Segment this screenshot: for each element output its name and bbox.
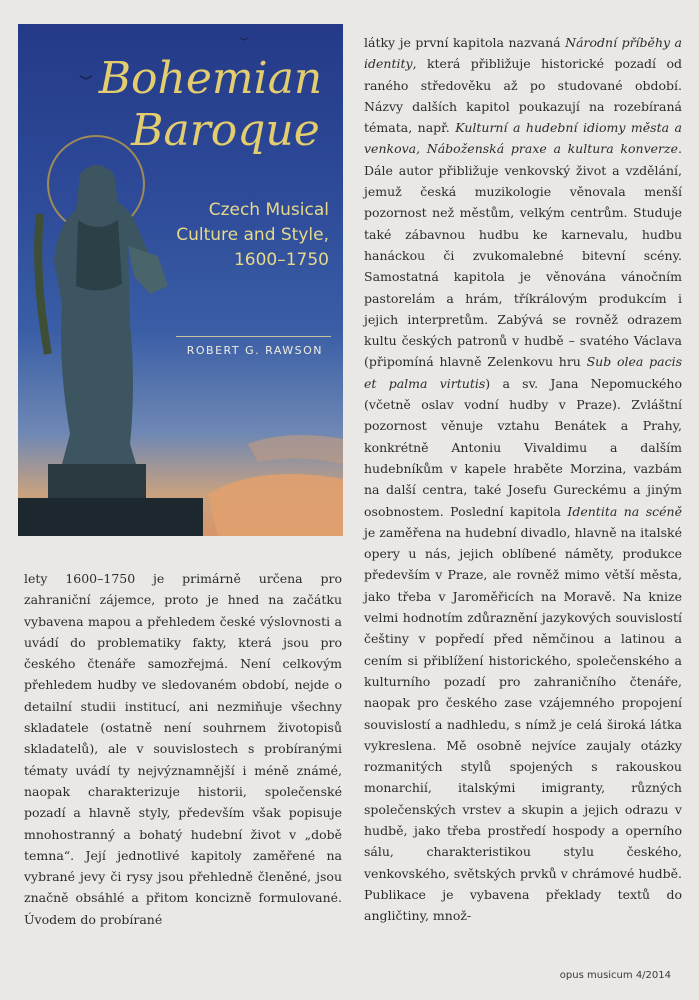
work-title-sub-olea: Sub olea pacis et palma virtutis <box>364 354 682 391</box>
book-title-line1: Bohemian <box>98 53 323 104</box>
book-subtitle-line2: Culture and Style, <box>176 225 329 245</box>
page-footer: opus musicum 4/2014 <box>559 970 671 981</box>
book-subtitle-line3: 1600–1750 <box>233 250 329 270</box>
book-title-line2: Baroque <box>131 105 320 156</box>
right-column-paragraph <box>364 32 682 926</box>
text-run: . Dále autor přibližuje venkovský život a vzdělání, jemuž česká muzikologie věnovala menší pozornost než městům, velkým centrům. Studuje také zábavnou hudbu ke karnevalu, hudbu hanáckou či zvukomalebné bitevní scény. Samostatná kapitola je věnována vánočním pastorelám a hrám, tříkrálovým produkcím i jejich interpretům. Zabývá se rovněž odrazem kultu českých patronů v hudbě – svatého Václava (připomíná hlavně Zelenkovu hru <box>364 141 682 370</box>
cover-divider <box>176 336 331 337</box>
book-author: ROBERT G. RAWSON <box>186 344 323 357</box>
left-text-column <box>24 568 342 930</box>
book-subtitle <box>129 198 329 273</box>
chapter-title-narodni: Národní příběhy a identity <box>364 35 683 72</box>
text-run: , která přibližuje historické pozadí od raného středověku až po studované období. Názvy dalších kapitol poukazují na rozebíraná témata, např. <box>364 56 682 136</box>
left-column-text: lety 1600–1750 je primárně určena pro zahraniční zájemce, proto je hned na začátku vybavena mapou a přehledem české výslovnosti a uvádí do problematiky fakty, která jsou pro českého čtenáře samozřejmá. Není celkovým přehledem hudby ve sledovaném období, nejde o detailní studii institucí, ani nezmiňuje všechny skladatele (ostatně není souhrnem životopisů skladatelů), ale v souvislostech s probíranými tématy uvádí ty nejvýznamnější i méně známé, naopak charakterizuje historii, společenské pozadí a hlavně styly, především však popisuje mnohostranný a bohatý hudební život v „době temna“. Její jednotlivé kapitoly zaměřené na vybrané jevy či rysy jsou přehledně členěné, jsou značně obsáhlé a přitom koncizně formulované. Úvodem do probírané <box>24 571 342 927</box>
chapter-title-identita: Identita na scéně <box>567 503 682 519</box>
text-run: je zaměřena na hudební divadlo, hlavně na italské opery u nás, jejich oblíbené náměty, produkce především v Praze, ale rovněž mimo větší města, jako třeba v Jaroměřicích na Moravě. Na knize velmi hodnotím zdůraznění jazykových souvislostí češtiny v popředí před němčinou a latinou a cením si přiblížení historického, společenského a kulturního pozadí pro zahraničního čtenáře, naopak pro českého zase vzájemného propojení souvislostí a nadhledu, s nímž je celá široká látka vykreslena. Mě osobně nejvíce zaujaly otázky rozmanitých stylů spojených s rakouskou monarchií, italskými imigranty, různých společenských vrstev a skupin a jejich odrazu v hudbě, jako třeba prostředí hospody a operního sálu, charakteristikou stylu českého, venkovského, světských prvků v chrámové hudbě. Publikace je vybavena překlady textů do angličtiny, množ- <box>364 524 682 924</box>
right-text-column <box>364 32 682 926</box>
book-cover <box>18 24 343 536</box>
book-subtitle-line1: Czech Musical <box>208 200 329 220</box>
chapter-titles-idiomy: Kulturní a hudební idiomy města a venkova, Náboženská praxe a kultura konverze <box>364 120 682 157</box>
text-run: látky je první kapitola nazvaná <box>364 35 566 50</box>
text-run: ) a sv. Jana Nepomuckého (včetně oslav vodní hudby v Praze). Zvláštní pozornost věnuje vztahu Benátek a Prahy, konkrétně Antoniu Vivaldimu a dalším hudebníkům v kapele hraběte Morzina, vazbám na další centra, také Josefu Gureckému a jiným osobnostem. Poslední kapitola <box>364 375 682 519</box>
